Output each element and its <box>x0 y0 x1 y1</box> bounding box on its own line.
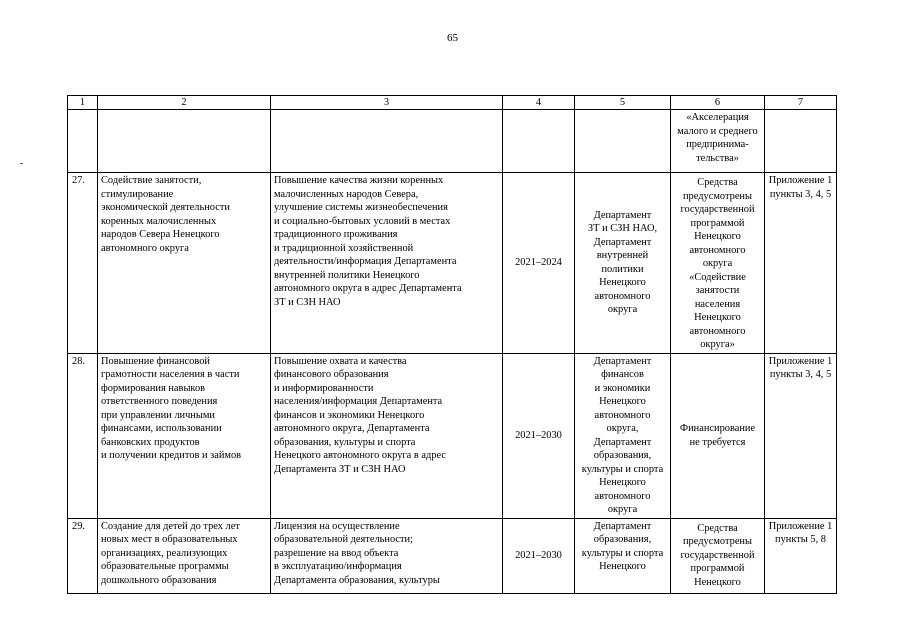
margin-mark <box>20 163 23 164</box>
cell-period <box>503 110 575 173</box>
funding: Средства предусмотрены государственной программой Ненецкого <box>671 518 765 593</box>
appendix-ref: Приложение 1 пункты 3, 4, 5 <box>765 353 837 518</box>
cell-appendix <box>765 110 837 173</box>
page-number: 65 <box>447 32 458 44</box>
header-col-2: 2 <box>98 96 271 110</box>
row-number: 28. <box>68 353 98 518</box>
measure-name: Создание для детей до трех лет новых мест в образовательных организациях, реализующих образовательные программы дошкольного образования <box>98 518 271 593</box>
table-row <box>68 353 837 518</box>
cell-result <box>271 110 503 173</box>
appendix-ref: Приложение 1 пункты 5, 8 <box>765 518 837 593</box>
funding: Финансирование не требуется <box>671 353 765 518</box>
row-number: 27. <box>68 173 98 354</box>
period: 2021–2024 <box>503 173 575 354</box>
header-col-4: 4 <box>503 96 575 110</box>
cell-name <box>98 110 271 173</box>
header-col-3: 3 <box>271 96 503 110</box>
header-row <box>68 96 837 110</box>
table-row <box>68 518 837 593</box>
cell-executor <box>575 110 671 173</box>
period: 2021–2030 <box>503 353 575 518</box>
header-col-6: 6 <box>671 96 765 110</box>
header-col-1: 1 <box>68 96 98 110</box>
executor: Департамент ЗТ и СЗН НАО, Департамент внутренней политики Ненецкого автономного округа <box>575 173 671 354</box>
executor: Департамент финансов и экономики Ненецкого автономного округа, Департамент образования, культуры и спорта Ненецкого автономного округа <box>575 353 671 518</box>
executor: Департамент образования, культуры и спорта Ненецкого <box>575 518 671 593</box>
appendix-ref: Приложение 1 пункты 3, 4, 5 <box>765 173 837 354</box>
cell-num <box>68 110 98 173</box>
measure-name: Повышение финансовой грамотности населения в части формирования навыков ответственного поведения при управлении личными финансами, использовании банковских продуктов и получении кредитов и займов <box>98 353 271 518</box>
table-row <box>68 173 837 354</box>
table-row-continuation <box>68 110 837 173</box>
measure-name: Содействие занятости, стимулирование экономической деятельности коренных малочисленных народов Севера Ненецкого автономного округа <box>98 173 271 354</box>
header-col-7: 7 <box>765 96 837 110</box>
measures-table <box>67 95 837 594</box>
expected-result: Повышение охвата и качества финансового образования и информированности населения/информация Департамента финансов и экономики Ненецкого автономного округа, Департамента образования, культуры и спорта Ненецкого автономного округа в адрес Департамента ЗТ и СЗН НАО <box>271 353 503 518</box>
expected-result: Повышение качества жизни коренных малочисленных народов Севера, улучшение системы жизнеобеспечения и социально-бытовых условий в местах традиционного проживания и традиционной хозяйственной деятельности/информация Департамента внутренней политики Ненецкого автономного округа в адрес Департамента ЗТ и СЗН НАО <box>271 173 503 354</box>
cell-funding: «Акселерация малого и среднего предпринима- тельства» <box>671 110 765 173</box>
header-col-5: 5 <box>575 96 671 110</box>
period: 2021–2030 <box>503 518 575 593</box>
row-number: 29. <box>68 518 98 593</box>
funding: Средства предусмотрены государственной программой Ненецкого автономного округа «Содействие занятости населения Ненецкого автономного округа» <box>671 173 765 354</box>
expected-result: Лицензия на осуществление образовательной деятельности; разрешение на ввод объекта в эксплуатацию/информация Департамента образования, культуры <box>271 518 503 593</box>
